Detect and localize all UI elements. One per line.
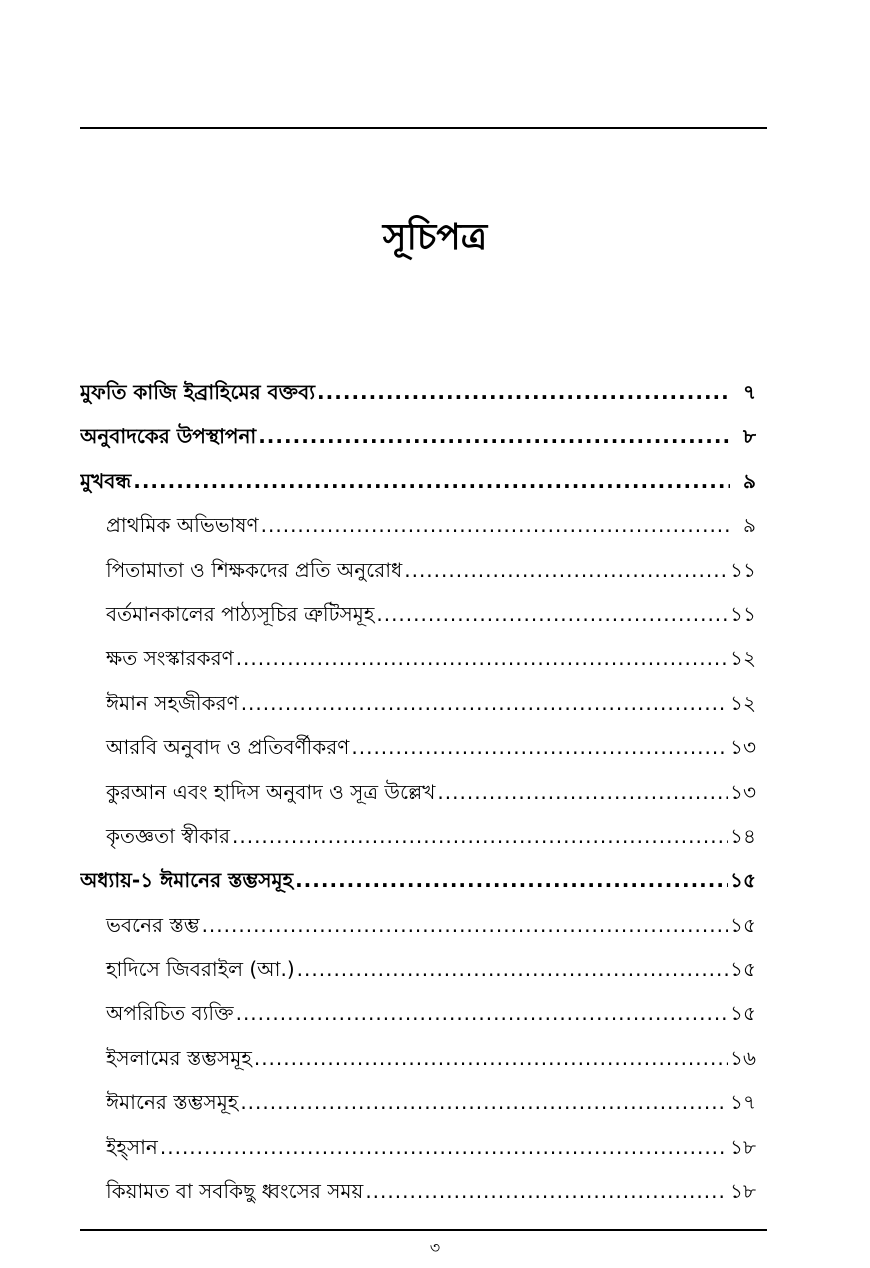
toc-entry-page: ১৬	[730, 1045, 756, 1070]
toc-entry-title: ঈমানের স্তম্ভসমূহ	[106, 1090, 239, 1115]
toc-entry-title: পিতামাতা ও শিক্ষকদের প্রতি অনুরোধ	[106, 557, 403, 582]
toc-entry-page: ১২	[730, 690, 756, 715]
toc-entry[interactable]	[80, 725, 756, 769]
toc-dot-leader	[254, 1036, 728, 1080]
toc-entry-title: মুফতি কাজি ইব্রাহিমের বক্তব্য	[80, 380, 316, 404]
toc-dot-leader	[202, 903, 728, 947]
toc-dot-leader	[404, 548, 728, 592]
toc-entry-page: ৯	[743, 513, 756, 538]
toc-entry-title: অপরিচিত ব্যক্তি	[106, 1001, 234, 1026]
toc-entry-title: আরবি অনুবাদ ও প্রতিবর্ণীকরণ	[106, 735, 350, 760]
toc-entry-title: কুরআন এবং হাদিস অনুবাদ ও সূত্র উল্লেখ	[106, 779, 436, 804]
toc-entry-page: ১৩	[730, 735, 756, 760]
toc-dot-leader	[317, 370, 730, 414]
toc-entry-page: ১৮	[730, 1179, 756, 1204]
top-rule	[80, 127, 767, 129]
toc-entry-page: ১১	[730, 601, 756, 626]
toc-entry[interactable]	[80, 770, 756, 814]
toc-entry[interactable]	[80, 592, 756, 636]
toc-entry-title: ঈমান সহজীকরণ	[106, 690, 239, 715]
toc-entry-title: হাদিসে জিবরাইল (আ.)	[106, 957, 295, 982]
toc-entry-title: কৃতজ্ঞতা স্বীকার	[106, 823, 230, 848]
toc-dot-leader	[295, 858, 728, 902]
toc-entry[interactable]	[80, 681, 756, 725]
toc-entry[interactable]	[80, 1169, 756, 1213]
toc-dot-leader	[297, 947, 728, 991]
toc-dot-leader	[351, 725, 728, 769]
toc-entry-title: ইহ্‌সান	[106, 1134, 158, 1159]
toc-entry[interactable]	[80, 858, 756, 902]
toc-entry-page: ৮	[743, 424, 756, 449]
toc-entry-page: ১১	[730, 557, 756, 582]
toc-entry-page: ১৭	[730, 1090, 756, 1115]
table-of-contents	[80, 370, 756, 1213]
toc-dot-leader	[236, 636, 728, 680]
toc-entry-page: ৭	[742, 380, 756, 404]
toc-dot-leader	[232, 814, 728, 858]
page-number: ৩	[429, 1238, 441, 1257]
toc-entry[interactable]	[80, 548, 756, 592]
toc-entry[interactable]	[80, 636, 756, 680]
toc-entry-page: ১৫	[730, 912, 756, 937]
toc-dot-leader	[240, 1080, 728, 1124]
toc-entry-title: প্রাথমিক অভিভাষণ	[106, 513, 259, 538]
toc-dot-leader	[376, 592, 728, 636]
toc-entry-page: ৯	[743, 468, 756, 493]
toc-entry-title: কিয়ামত বা সবকিছু ধ্বংসের সময়	[106, 1179, 364, 1204]
bottom-rule	[80, 1229, 767, 1231]
toc-entry[interactable]	[80, 814, 756, 858]
toc-entry-title: ভবনের স্তম্ভ	[106, 912, 200, 937]
toc-entry[interactable]	[80, 414, 756, 458]
toc-entry[interactable]	[80, 947, 756, 991]
toc-entry-page: ১৩	[730, 779, 756, 804]
toc-entry[interactable]	[80, 991, 756, 1035]
toc-dot-leader	[160, 1125, 728, 1169]
toc-entry-page: ১৫	[730, 868, 756, 893]
toc-entry[interactable]	[80, 1080, 756, 1124]
toc-entry-title: ইসলামের স্তম্ভসমূহ	[106, 1045, 252, 1070]
page-title: সূচিপত্র	[382, 217, 488, 259]
toc-entry-title: মুখবন্ধ	[80, 468, 132, 493]
toc-dot-leader	[261, 503, 730, 547]
toc-entry-title: অধ্যায়-১ ঈমানের স্তম্ভসমূহ	[80, 868, 294, 893]
toc-entry-page: ১৫	[730, 1001, 756, 1026]
toc-entry[interactable]	[80, 503, 756, 547]
toc-entry[interactable]	[80, 903, 756, 947]
toc-entry-title: বর্তমানকালের পাঠ্যসূচির ত্রুটিসমূহ	[106, 601, 375, 626]
toc-entry-page: ১৪	[730, 823, 756, 848]
toc-entry[interactable]	[80, 1036, 756, 1080]
toc-dot-leader	[258, 414, 730, 458]
toc-entry-title: অনুবাদকের উপস্থাপনা	[80, 424, 257, 449]
toc-entry-page: ১৫	[730, 957, 756, 982]
toc-entry-page: ১৮	[730, 1134, 756, 1159]
toc-entry[interactable]	[80, 370, 756, 414]
toc-entry[interactable]	[80, 459, 756, 503]
toc-dot-leader	[236, 991, 728, 1035]
toc-entry-title: ক্ষত সংস্কারকরণ	[106, 646, 234, 671]
toc-dot-leader	[133, 459, 730, 503]
toc-dot-leader	[437, 770, 728, 814]
toc-dot-leader	[365, 1169, 728, 1213]
toc-dot-leader	[241, 681, 728, 725]
toc-entry[interactable]	[80, 1125, 756, 1169]
toc-entry-page: ১২	[730, 646, 756, 671]
